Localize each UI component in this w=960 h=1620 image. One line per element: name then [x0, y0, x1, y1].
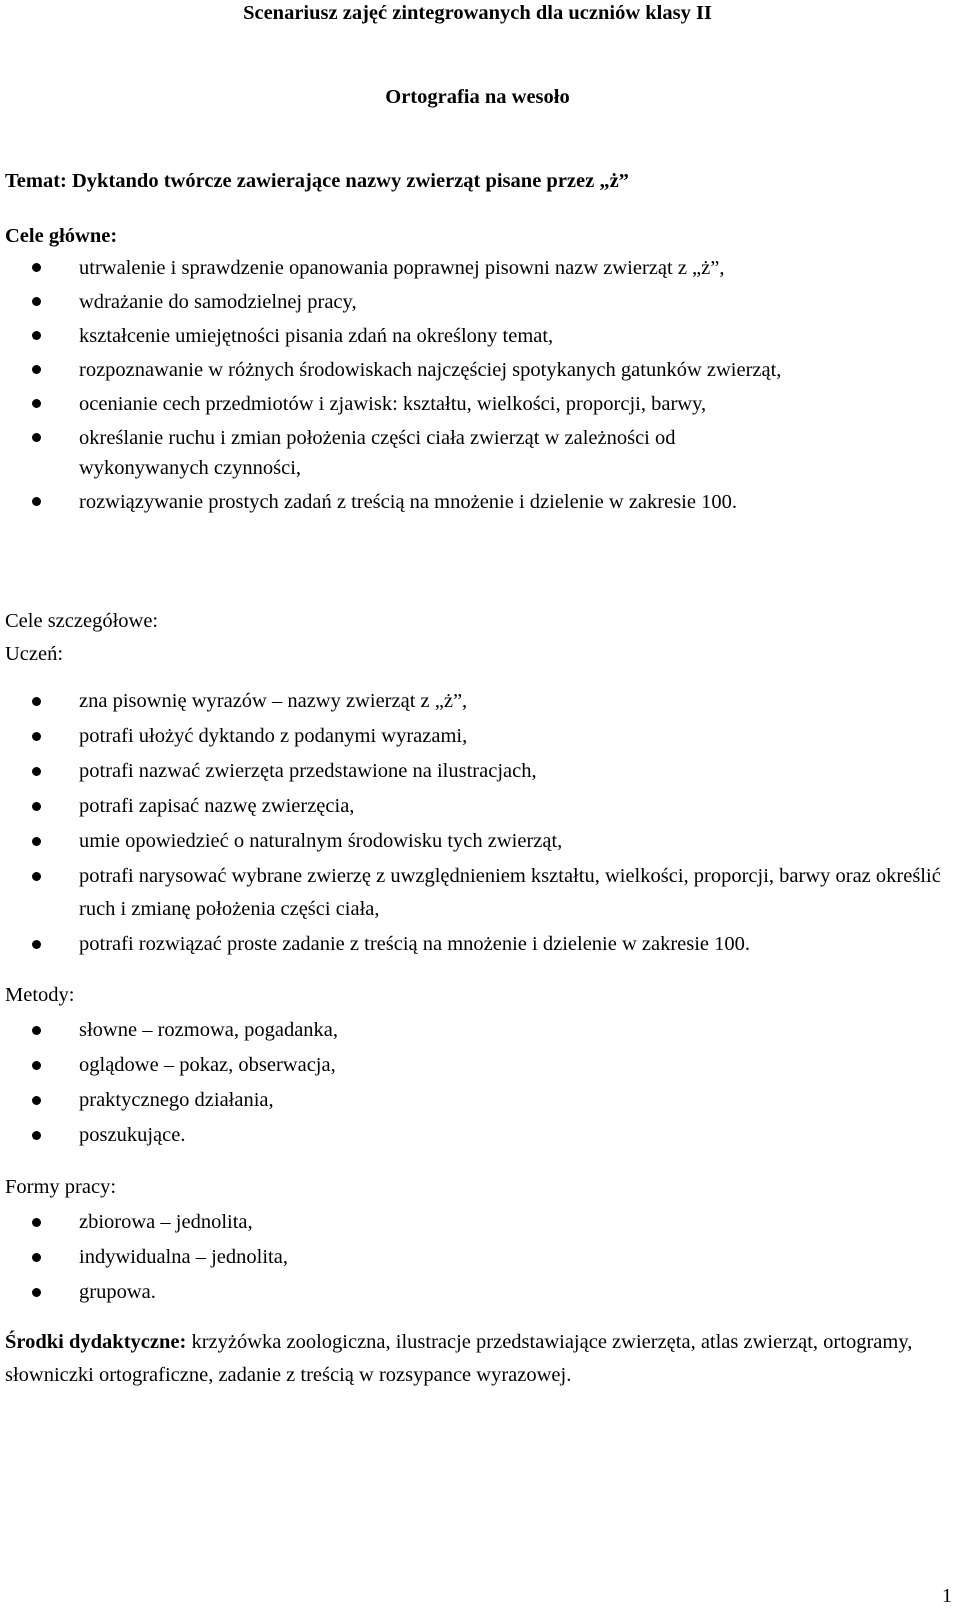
list-item: potrafi rozwiązać proste zadanie z treścią na mnożenie i dzielenie w zakresie 100.: [5, 928, 779, 961]
list-item: umie opowiedzieć o naturalnym środowisku tych zwierząt,: [5, 825, 950, 858]
list-item: potrafi nazwać zwierzęta przedstawione na ilustracjach,: [5, 755, 950, 788]
document-title: Scenariusz zajęć zintegrowanych dla uczniów klasy II: [243, 2, 712, 24]
temat-label: Temat:: [5, 170, 67, 192]
list-item: zna pisownię wyrazów – nazwy zwierząt z „ż”,: [5, 685, 950, 718]
srodki-text: krzyżówka zoologiczna, ilustracje przedstawiające zwierzęta, atlas zwierząt, ortogramy, słowniczki ortograficzne, zadanie z treścią w rozsypance wyrazowej.: [5, 1331, 913, 1386]
list-item: określanie ruchu i zmian położenia części ciała zwierząt w zależności od wykonywanych czynności,: [5, 423, 809, 483]
cele-szczegolowe-heading: Cele szczegółowe:: [5, 610, 159, 632]
list-item: praktycznego działania,: [5, 1084, 950, 1117]
list-item: zbiorowa – jednolita,: [5, 1206, 950, 1239]
metody-heading: Metody:: [5, 984, 75, 1006]
list-item: utrwalenie i sprawdzenie opanowania poprawnej pisowni nazw zwierząt z „ż”,: [5, 253, 779, 283]
temat-text: Dyktando twórcze zawierające nazwy zwierząt pisane przez „ż”: [72, 170, 629, 192]
srodki-label: Środki dydaktyczne:: [5, 1331, 187, 1353]
cele-glowne-list: [5, 253, 950, 517]
list-item: oglądowe – pokaz, obserwacja,: [5, 1049, 950, 1082]
list-item: grupowa.: [5, 1276, 950, 1309]
document-subtitle: Ortografia na wesoło: [385, 86, 570, 108]
list-item: rozwiązywanie prostych zadań z treścią na mnożenie i dzielenie w zakresie 100.: [5, 487, 759, 517]
list-item: rozpoznawanie w różnych środowiskach najczęściej spotykanych gatunków zwierząt,: [5, 355, 950, 385]
section-cele-szczegolowe: [5, 605, 950, 961]
section-cele-glowne: [5, 220, 950, 517]
section-formy-pracy: [5, 1171, 950, 1309]
list-item: potrafi narysować wybrane zwierzę z uwzględnieniem kształtu, wielkości, proporcji, barwy oraz określić ruch i zmianę położenia części ciała,: [5, 860, 950, 926]
list-item: wdrażanie do samodzielnej pracy,: [5, 287, 950, 317]
cele-glowne-heading: Cele główne:: [5, 225, 118, 247]
list-item: słowne – rozmowa, pogadanka,: [5, 1014, 950, 1047]
list-item: potrafi ułożyć dyktando z podanymi wyrazami,: [5, 720, 950, 753]
page-number: 1: [942, 1585, 952, 1607]
cele-szczegolowe-list: [5, 685, 950, 961]
list-item: poszukujące.: [5, 1119, 950, 1152]
cele-szczegolowe-intro: Uczeń:: [5, 643, 64, 665]
srodki-dydaktyczne-paragraph: [5, 1326, 950, 1392]
temat-line: [5, 165, 950, 198]
list-item: kształcenie umiejętności pisania zdań na określony temat,: [5, 321, 950, 351]
list-item: indywidualna – jednolita,: [5, 1241, 950, 1274]
formy-pracy-heading: Formy pracy:: [5, 1176, 117, 1198]
metody-list: [5, 1014, 950, 1152]
list-item: potrafi zapisać nazwę zwierzęcia,: [5, 790, 950, 823]
formy-pracy-list: [5, 1206, 950, 1309]
list-item: ocenianie cech przedmiotów i zjawisk: kształtu, wielkości, proporcji, barwy,: [5, 389, 950, 419]
section-metody: [5, 979, 950, 1152]
